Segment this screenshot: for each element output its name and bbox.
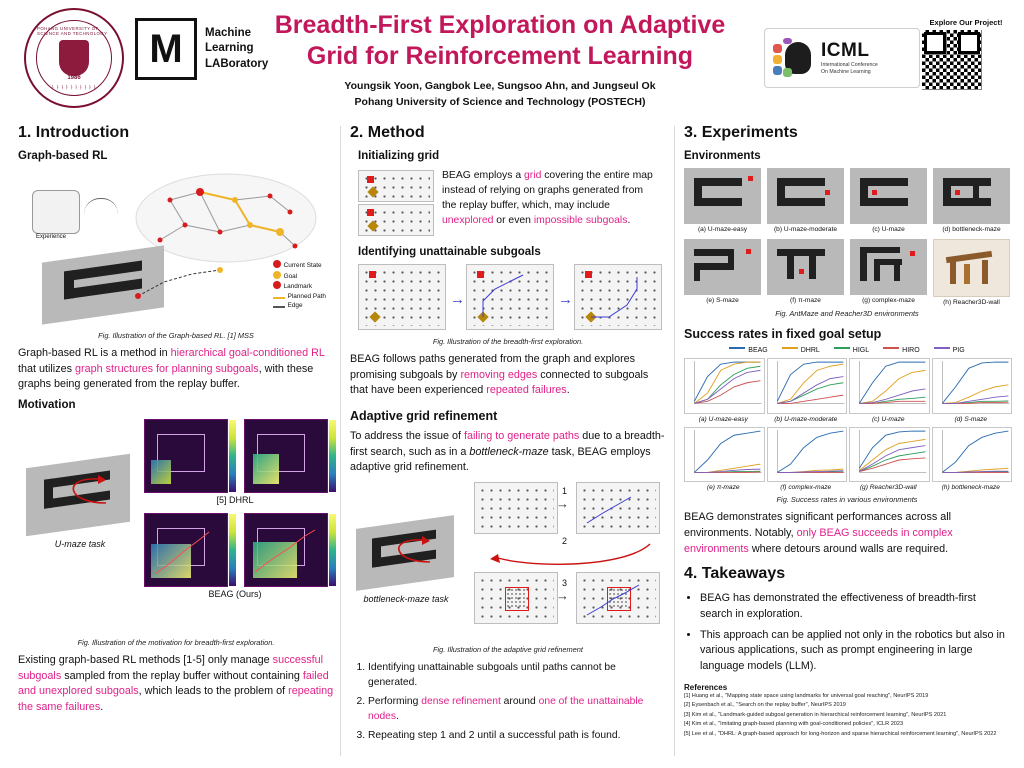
- refine-arrow-1: →: [556, 495, 569, 511]
- figure-1-caption: Fig. Illustration of the Graph-based RL. [1] MSS: [98, 331, 254, 340]
- column-divider-2: [674, 126, 675, 756]
- chart-panel: [932, 358, 1011, 423]
- reference-item: [5] Lee et al., "DHRL: A graph-based approach for long-horizon and sparse hierarchical reinforcement learning", NeurIPS 2022: [684, 730, 997, 737]
- initializing-grid-paragraph: [442, 168, 658, 228]
- subsection-identifying-subgoals: Identifying unattainable subgoals: [358, 246, 541, 258]
- env-render-a: [684, 168, 761, 224]
- environment-cell: [767, 168, 844, 233]
- legend-item-3: Planned Path: [273, 292, 326, 302]
- bfe-panel-2: [466, 264, 554, 330]
- subsection-adaptive-refinement: Adaptive grid refinement: [350, 408, 498, 423]
- environments-grid: [684, 168, 1010, 306]
- adapt-text-c: task, BEAG employs adaptive grid refinement.: [350, 445, 651, 474]
- env-label: (h) Reacher3D-wall: [943, 299, 1000, 306]
- environments-caption: Fig. AntMaze and Reacher3D environments: [775, 309, 919, 318]
- chart-panel-label: (f) complex-maze: [780, 484, 832, 492]
- subsection-environments: Environments: [684, 150, 761, 162]
- planned-path-overlay: [134, 252, 254, 316]
- takeaways-list: [700, 591, 1010, 674]
- chart-legend: [684, 347, 1010, 354]
- env-label: (b) U-maze-moderate: [773, 226, 838, 233]
- mlab-m-icon: M: [135, 18, 197, 80]
- author-list: Youngsik Yoon, Gangbok Lee, Sungsoo Ahn, and Jungseul Ok: [344, 80, 656, 92]
- chart-legend-item: DHRL: [782, 347, 820, 354]
- postech-shield-icon: [59, 40, 89, 76]
- icml-name: ICML: [821, 39, 870, 61]
- init-text-c: or even: [493, 215, 534, 227]
- refine-arrow-3: →: [556, 587, 569, 603]
- refine-step-2-number: 2: [562, 535, 568, 546]
- chart-panel: [932, 427, 1011, 492]
- chart-panel-label: (a) U-maze-easy: [698, 415, 748, 423]
- environment-cell: [684, 239, 761, 306]
- postech-logo-bottom-text: ㅏㅏㅏㅏㅏㅏㅏㅏㅏㅏ: [50, 85, 98, 90]
- motivation-highlight-3: repeating the same failures: [18, 685, 334, 713]
- environment-cell: [850, 168, 927, 233]
- environment-cell: [933, 168, 1010, 233]
- figure-3-caption: Fig. Illustration of the breadth-first exploration.: [432, 337, 584, 346]
- page-title-line-1: Breadth-First Exploration on Adaptive: [274, 11, 726, 39]
- refine-panel-4: [576, 572, 660, 624]
- mlab-line-3: LABoratory: [205, 57, 269, 70]
- env-label: (d) bottleneck-maze: [942, 226, 1001, 233]
- exp-text-b: where detours around walls are required.: [748, 542, 949, 555]
- dhrl-heatmap-right: [244, 419, 328, 493]
- subsection-initializing-grid: Initializing grid: [358, 150, 440, 162]
- environment-cell: [684, 168, 761, 233]
- legend-item-1: Goal: [273, 271, 326, 282]
- ident-highlight-2: repeated failures: [486, 384, 567, 397]
- column-divider-1: [340, 126, 341, 756]
- motivation-highlight-1: successful subgoals: [18, 653, 324, 682]
- refine-step-3-number: 3: [562, 577, 568, 588]
- charts-caption: Fig. Success rates in various environments: [776, 495, 918, 505]
- dhrl-label: [5] DHRL: [216, 494, 254, 505]
- section-title-method: 2. Method: [350, 124, 425, 141]
- motivation-paragraph: [18, 653, 334, 716]
- section-title-introduction: 1. Introduction: [18, 124, 130, 141]
- adapt-text-a: To address the issue of: [350, 429, 465, 442]
- refine-step-1-number: 1: [562, 485, 568, 496]
- page-title-line-2: Grid for Reinforcement Learning: [306, 41, 694, 70]
- env-label: (e) S-maze: [706, 297, 739, 304]
- motivation-red-path: [46, 469, 136, 519]
- postech-logo-year: 1986: [67, 75, 81, 81]
- chart-panel-label: (c) U-maze: [871, 415, 905, 423]
- postech-logo-top-text: POHANG UNIVERSITY OF SCIENCE AND TECHNOLOGY: [37, 26, 108, 36]
- chart-panel: [684, 427, 763, 492]
- bfe-panel-1: [358, 264, 446, 330]
- exp-highlight-1: only BEAG succeeds in complex environments: [684, 527, 953, 555]
- init-highlight-1: grid: [524, 170, 542, 181]
- experiments-paragraph: [684, 510, 1010, 557]
- chart-panel-label: (e) π-maze: [706, 484, 740, 492]
- intro-highlight-1: hierarchical goal-conditioned RL: [170, 347, 325, 359]
- page-title: [240, 10, 760, 71]
- column-introduction: [18, 124, 334, 721]
- figure-legend: [273, 260, 326, 311]
- buffer-to-graph-arrow: [84, 198, 118, 217]
- env-render-g: [850, 239, 927, 295]
- column-experiments: [684, 124, 1010, 739]
- chart-panel: [849, 358, 928, 423]
- bfe-panel-3: [574, 264, 662, 330]
- beag-heatmap-left: [144, 513, 228, 587]
- intro-paragraph: [18, 346, 334, 393]
- reference-item: [3] Kim et al., "Landmark-guided subgoal generation in hierarchical reinforcement learning", NeurIPS 2021: [684, 711, 947, 718]
- affiliation: Pohang University of Science and Technology (POSTECH): [354, 96, 646, 108]
- grid-panel-top: [358, 170, 434, 202]
- init-highlight-3: impossible subgoals: [533, 215, 628, 227]
- references-header: References: [684, 682, 728, 692]
- figure-2-caption: Fig. Illustration of the motivation for breadth-first exploration.: [77, 637, 275, 647]
- exp-text-a: BEAG demonstrates significant performances across all environments. Notably,: [684, 511, 952, 540]
- refine-arrow-2: [474, 535, 664, 572]
- references-list: [684, 692, 1010, 740]
- chart-legend-item: HIRO: [883, 347, 920, 354]
- refine-panel-3: [474, 572, 558, 624]
- subsection-motivation: Motivation: [18, 398, 76, 411]
- chart-panel-label: (g) Reacher3D-wall: [859, 484, 917, 492]
- figure-graph-based-rl: [26, 168, 326, 328]
- bfe-arrow-2: →: [558, 291, 573, 308]
- env-label: (c) U-maze: [872, 226, 905, 233]
- motivation-text-a: Existing graph-based RL methods [1-5] only manage: [18, 653, 273, 666]
- refinement-step-item: 1. Identifying unattainable subgoals until paths cannot be generated.: [368, 660, 666, 691]
- env-render-h: [933, 239, 1010, 297]
- umaze-task-label: U-maze task: [54, 538, 106, 549]
- column-method: [350, 124, 666, 746]
- env-render-e: [684, 239, 761, 295]
- adapt-text-b: due to a breadth-first search, such as in a: [350, 429, 665, 458]
- identifying-paragraph: [350, 352, 666, 399]
- reference-item: [4] Kim et al., "Imitating graph-based planning with goal-conditioned policies", ICLR 2023: [684, 721, 904, 728]
- grid-panel-bottom: [358, 204, 434, 236]
- figure-initializing-grid: [350, 168, 666, 240]
- motivation-text-b: sampled from the replay buffer without containing: [61, 669, 303, 682]
- adapt-highlight-1: failing to generate paths: [464, 429, 580, 442]
- bfe-arrow-1: →: [450, 291, 465, 308]
- intro-text-b: that utilizes: [18, 362, 76, 375]
- env-label: (a) U-maze-easy: [697, 226, 748, 233]
- experience-label: Experience: [36, 234, 67, 240]
- ident-text-b: connected to subgoals that have been experienced: [350, 368, 649, 397]
- chart-legend-item: HIGL: [834, 347, 869, 354]
- qr-label: Explore Our Project!: [929, 18, 1003, 27]
- icml-logo: [764, 28, 920, 88]
- env-render-b: [767, 168, 844, 224]
- icml-subtitle-2: On Machine Learning: [821, 69, 871, 75]
- legend-item-4: Edge: [273, 301, 326, 311]
- beag-heatmap-right: [244, 513, 328, 587]
- section-title-takeaways: 4. Takeaways: [684, 565, 786, 583]
- replay-buffer-icon: [32, 190, 80, 234]
- chart-panel-label: (b) U-maze-moderate: [774, 415, 838, 423]
- reference-item: [2] Eysenbach et al., "Search on the replay buffer", NeurIPS 2019: [684, 702, 846, 709]
- figure-motivation: [18, 417, 334, 635]
- chart-panel: [684, 358, 763, 423]
- ident-text-c: .: [566, 384, 570, 397]
- motivation-highlight-2: failed and unexplored subgoals: [18, 669, 329, 698]
- postech-logo: [24, 8, 124, 108]
- refinement-step-item: 3. Repeating step 1 and 2 until a successful path is found.: [368, 728, 666, 743]
- motivation-text-c: , which leads to the problem of: [138, 685, 289, 698]
- subsection-graph-based-rl: Graph-based RL: [18, 150, 108, 162]
- refine-panel-2: [576, 482, 660, 534]
- chart-panel: [849, 427, 928, 492]
- section-title-experiments: 3. Experiments: [684, 124, 798, 141]
- chart-panel: [767, 427, 846, 492]
- chart-panel-label: (d) S-maze: [954, 415, 988, 423]
- env-render-c: [850, 168, 927, 224]
- mlab-line-2: Learning: [205, 42, 254, 55]
- success-rate-chart-grid: [684, 358, 1010, 491]
- intro-highlight-2: graph structures for planning subgoals: [75, 362, 259, 375]
- init-highlight-2: unexplored: [442, 215, 494, 227]
- qr-code[interactable]: [920, 28, 984, 92]
- env-label: (f) π-maze: [790, 297, 821, 304]
- adapt-italic-1: bottleneck-maze: [469, 445, 549, 458]
- env-render-f: [767, 239, 844, 295]
- init-text-b: covering the entire map instead of relying on graphs generated from the replay buffer, which, may include: [442, 170, 653, 212]
- mlab-line-1: Machine: [205, 26, 252, 39]
- legend-item-2: Landmark: [273, 281, 326, 292]
- refinement-step-item: 2. Performing dense refinement around one of the unattainable nodes.: [368, 694, 666, 725]
- init-text-d: .: [627, 215, 631, 227]
- subsection-success-rates: Success rates in fixed goal setup: [684, 327, 882, 341]
- refine-panel-1: [474, 482, 558, 534]
- figure-4-caption: Fig. Illustration of the adaptive grid refinement: [433, 644, 583, 654]
- bottleneck-red-path: [374, 530, 458, 578]
- reference-item: [1] Huang et al., "Mapping state space using landmarks for universal goal reaching", NeurIPS 2019: [684, 692, 929, 699]
- env-render-d: [933, 168, 1010, 224]
- environment-cell: [767, 239, 844, 306]
- environment-cell: [850, 239, 927, 306]
- beag-label: BEAG (Ours): [208, 588, 262, 599]
- dhrl-heatmap-left: [144, 419, 228, 493]
- bottleneck-task-label: bottleneck-maze task: [363, 593, 449, 604]
- chart-legend-item: PIG: [934, 347, 965, 354]
- chart-panel: [767, 358, 846, 423]
- poster-header: [0, 0, 1024, 118]
- refinement-steps-list: [368, 660, 666, 743]
- icml-blob-icon: [771, 38, 815, 78]
- intro-text-c: , with these graphs being generated from the replay buffer.: [18, 362, 314, 391]
- icml-subtitle-1: International Conference: [821, 61, 878, 68]
- figure-breadth-first-exploration: [350, 264, 666, 334]
- takeaway-item: • BEAG has demonstrated the effectiveness of breadth-first search in exploration.: [700, 591, 1010, 622]
- ident-text-a: BEAG follows paths generated from the graph and explores promising subgoals by: [350, 353, 636, 381]
- adaptive-paragraph: [350, 429, 666, 476]
- legend-item-0: Current State: [273, 260, 326, 271]
- init-text-a: BEAG employs a: [442, 170, 525, 181]
- env-label: (g) complex-maze: [862, 297, 915, 304]
- environment-cell: [933, 239, 1010, 306]
- motivation-text-d: .: [100, 700, 104, 713]
- chart-panel-label: (h) bottleneck-maze: [941, 484, 1000, 492]
- ident-highlight-1: removing edges: [460, 368, 538, 381]
- intro-text-a: Graph-based RL is a method in: [18, 347, 171, 359]
- takeaway-item: • This approach can be applied not only in the robotics but also in various applications, such as prompt engineering in large language models (LLM).: [700, 628, 1010, 675]
- figure-adaptive-refinement: [350, 482, 666, 642]
- chart-legend-item: BEAG: [729, 347, 767, 354]
